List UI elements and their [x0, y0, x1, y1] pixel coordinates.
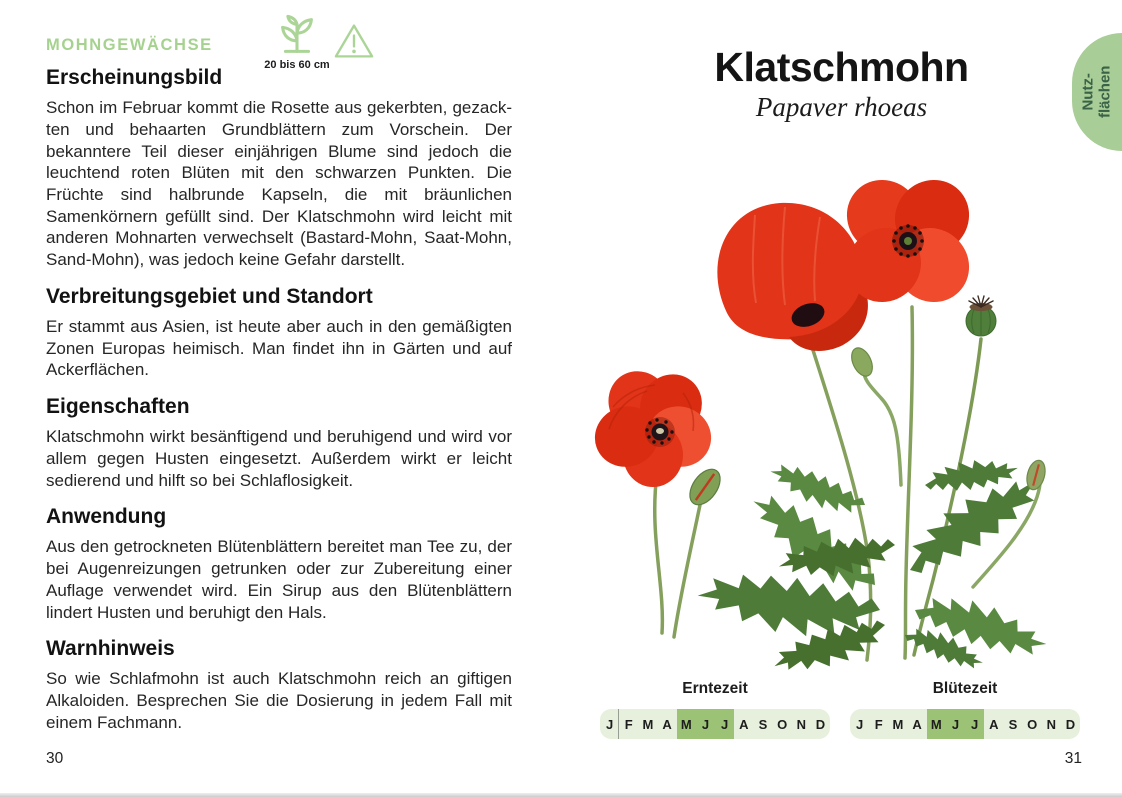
- month-cell: M: [892, 716, 904, 732]
- page-number-left: 30: [46, 750, 64, 767]
- section-heading-warnhinweis: Warnhinweis: [46, 637, 175, 661]
- month-cell: S: [758, 716, 768, 732]
- section-body-anwendung: Aus den getrockneten Blütenblättern bereitet man Tee zu, der bei Augenreizungen getrunken oder zur Zubereitung einer Auflage verwendet wird. Ein Sirup aus den Blütenblättern lindert Husten und beruhigt den Hals.: [46, 537, 512, 622]
- month-cell: A: [739, 716, 749, 732]
- chapter-tab-line2: flächen: [1096, 65, 1114, 119]
- month-cell: J: [946, 709, 965, 739]
- page-crease-line: [618, 709, 619, 739]
- month-cell: J: [696, 709, 715, 739]
- sprout-icon: [272, 12, 322, 60]
- month-cell: M: [927, 709, 946, 739]
- plant-family-label: MOHNGEWÄCHSE: [46, 36, 213, 54]
- section-heading-eigenschaften: Eigenschaften: [46, 395, 190, 419]
- month-cell: J: [715, 709, 734, 739]
- section-body-eigenschaften: Klatschmohn wirkt besänftigend und beruhigend und wird vor allem gegen Husten eingesetzt. Außerdem wirkt er leicht sedierend und hilft so bei Schlaflosigkeit.: [46, 427, 512, 490]
- calendar-label-bluetezeit: Blütezeit: [932, 680, 998, 697]
- month-cell: M: [642, 716, 654, 732]
- month-cell: D: [1065, 716, 1076, 732]
- month-cell: O: [777, 716, 788, 732]
- month-cell: A: [662, 716, 672, 732]
- plant-title: Klatschmohn: [714, 44, 969, 90]
- chapter-tab-label: [1080, 66, 1114, 119]
- month-cell: A: [989, 716, 999, 732]
- month-cell: M: [677, 709, 696, 739]
- page-right: [561, 0, 1122, 797]
- poppy-buds: [684, 345, 1048, 511]
- plant-latin-name: Papaver rhoeas: [755, 92, 928, 122]
- poppy-illustration: [575, 155, 1075, 675]
- month-cell: O: [1027, 716, 1038, 732]
- calendar-strip-erntezeit: [600, 709, 830, 739]
- calendar-label-erntezeit: Erntezeit: [682, 680, 748, 697]
- section-body-verbreitung: Er stammt aus Asien, ist heute aber auch in den gemäßigten Zonen Europas heimisch. Man findet ihn in Gärten und auf Ackerflächen.: [46, 316, 512, 380]
- plant-height-label: 20 bis 60 cm: [264, 59, 330, 71]
- warning-indicator: [333, 22, 375, 60]
- section-heading-verbreitung: Verbreitungsgebiet und Standort: [46, 284, 373, 308]
- month-cell: J: [855, 716, 864, 732]
- seed-capsule: [966, 296, 996, 336]
- calendar-bluetezeit: [850, 680, 1080, 739]
- page-number-right: 31: [1064, 750, 1082, 767]
- month-cell: D: [815, 716, 826, 732]
- section-heading-anwendung: Anwendung: [46, 505, 167, 529]
- month-cell: J: [965, 709, 984, 739]
- section-heading-erscheinungsbild: Erscheinungsbild: [46, 66, 223, 89]
- month-cell: A: [912, 716, 922, 732]
- month-cell: N: [796, 716, 806, 732]
- calendar-erntezeit: [600, 680, 830, 739]
- section-body-erscheinungsbild: Schon im Februar kommt die Rosette aus gekerbten, gezackten und behaarten Grundblättern zum Vorschein. Der bekanntere Teil dieser einjährigen Blume sind jedoch die leuchtend roten Blüten mit den schwarzen Punkten. Die Früchte sind halbrunde Kapseln, die mit bräunlichen Samenkörnern gefüllt sind. Der Klatschmohn wird leicht mit anderen Mohnarten verwechselt (Bastard-Mohn, Saat-Mohn, Sand-Mohn), was jedoch keine Gefahr darstellt.: [46, 98, 512, 270]
- page-bottom-edge: [0, 793, 1122, 797]
- month-cell: F: [874, 716, 883, 732]
- month-cell: S: [1008, 716, 1018, 732]
- warning-triangle-icon: [333, 22, 375, 60]
- month-cell: J: [605, 716, 614, 732]
- poppy-flower-left: [586, 360, 719, 487]
- section-body-warnhinweis: So wie Schlafmohn ist auch Klatschmohn reich an giftigen Alkaloiden. Besprechen Sie die Dosierung in jedem Fall mit einem Fachmann.: [46, 669, 512, 732]
- chapter-tab-line1: Nutz-: [1079, 73, 1097, 111]
- calendar-strip-bluetezeit: [850, 709, 1080, 739]
- month-cell: N: [1046, 716, 1056, 732]
- article-content: [46, 66, 512, 733]
- poppy-flower-cup: [717, 203, 868, 351]
- plant-height-indicator: [264, 12, 330, 71]
- month-cell: F: [624, 716, 633, 732]
